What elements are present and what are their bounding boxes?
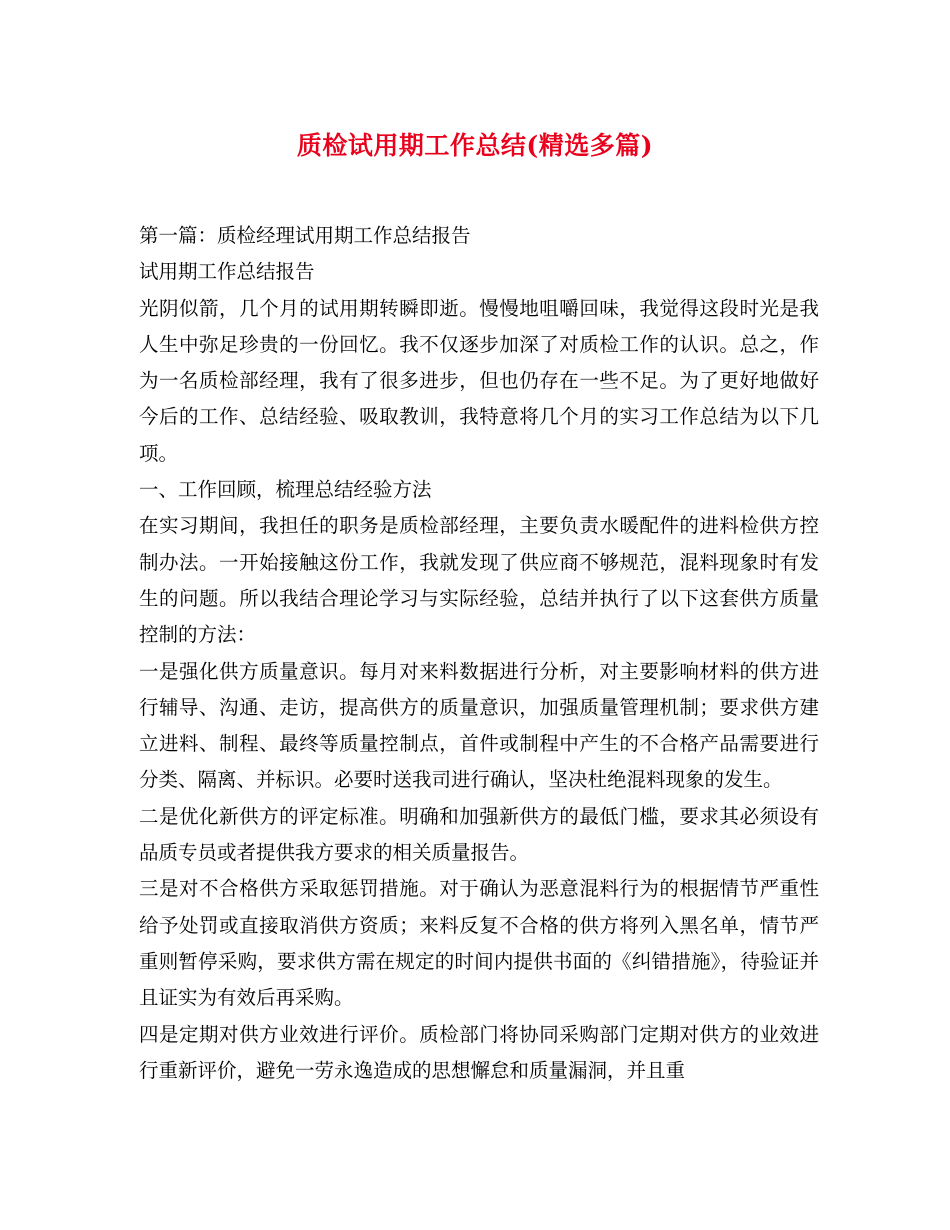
- document-title: 质检试用期工作总结(精选多篇): [296, 131, 654, 160]
- paragraph-point-three: 三是对不合格供方采取惩罚措施。对于确认为恶意混料行为的根据情节严重性给予处罚或直接取消供方资质；来料反复不合格的供方将列入黑名单，情节严重则暂停采购，要求供方需在规定的时间内提供书面的《纠错措施》，待验证并且证实为有效后再采购。: [139, 877, 819, 1010]
- report-subtitle: 试用期工作总结报告: [139, 260, 315, 284]
- paragraph-intro: 光阴似箭，几个月的试用期转瞬即逝。慢慢地咀嚼回味，我觉得这段时光是我人生中弥足珍贵的一份回忆。我不仅逐步加深了对质检工作的认识。总之，作为一名质检部经理，我有了很多进步，但也仍存在一些不足。为了更好地做好今后的工作、总结经验、吸取教训，我特意将几个月的实习工作总结为以下几项。: [139, 296, 819, 465]
- paragraph-point-one: 一是强化供方质量意识。每月对来料数据进行分析，对主要影响材料的供方进行辅导、沟通、走访，提高供方的质量意识，加强质量管理机制；要求供方建立进料、制程、最终等质量控制点，首件或制程中产生的不合格产品需要进行分类、隔离、并标识。必要时送我司进行确认，坚决杜绝混料现象的发生。: [139, 659, 819, 792]
- document-body: [139, 218, 819, 1089]
- paragraph-internship-duties: 在实习期间，我担任的职务是质检部经理，主要负责水暖配件的进料检供方控制办法。一开始接触这份工作，我就发现了供应商不够规范，混料现象时有发生的问题。所以我结合理论学习与实际经验，总结并执行了以下这套供方质量控制的方法：: [139, 514, 819, 647]
- paragraph-point-four: 四是定期对供方业效进行评价。质检部门将协同采购部门定期对供方的业效进行重新评价，避免一劳永逸造成的思想懈怠和质量漏洞，并且重: [139, 1022, 819, 1082]
- paragraph-point-two: 二是优化新供方的评定标准。明确和加强新供方的最低门槛，要求其必须设有品质专员或者提供我方要求的相关质量报告。: [139, 804, 819, 865]
- section-heading-part-one: 第一篇：质检经理试用期工作总结报告: [139, 224, 471, 247]
- section-heading-work-review: 一、工作回顾，梳理总结经验方法: [139, 478, 432, 502]
